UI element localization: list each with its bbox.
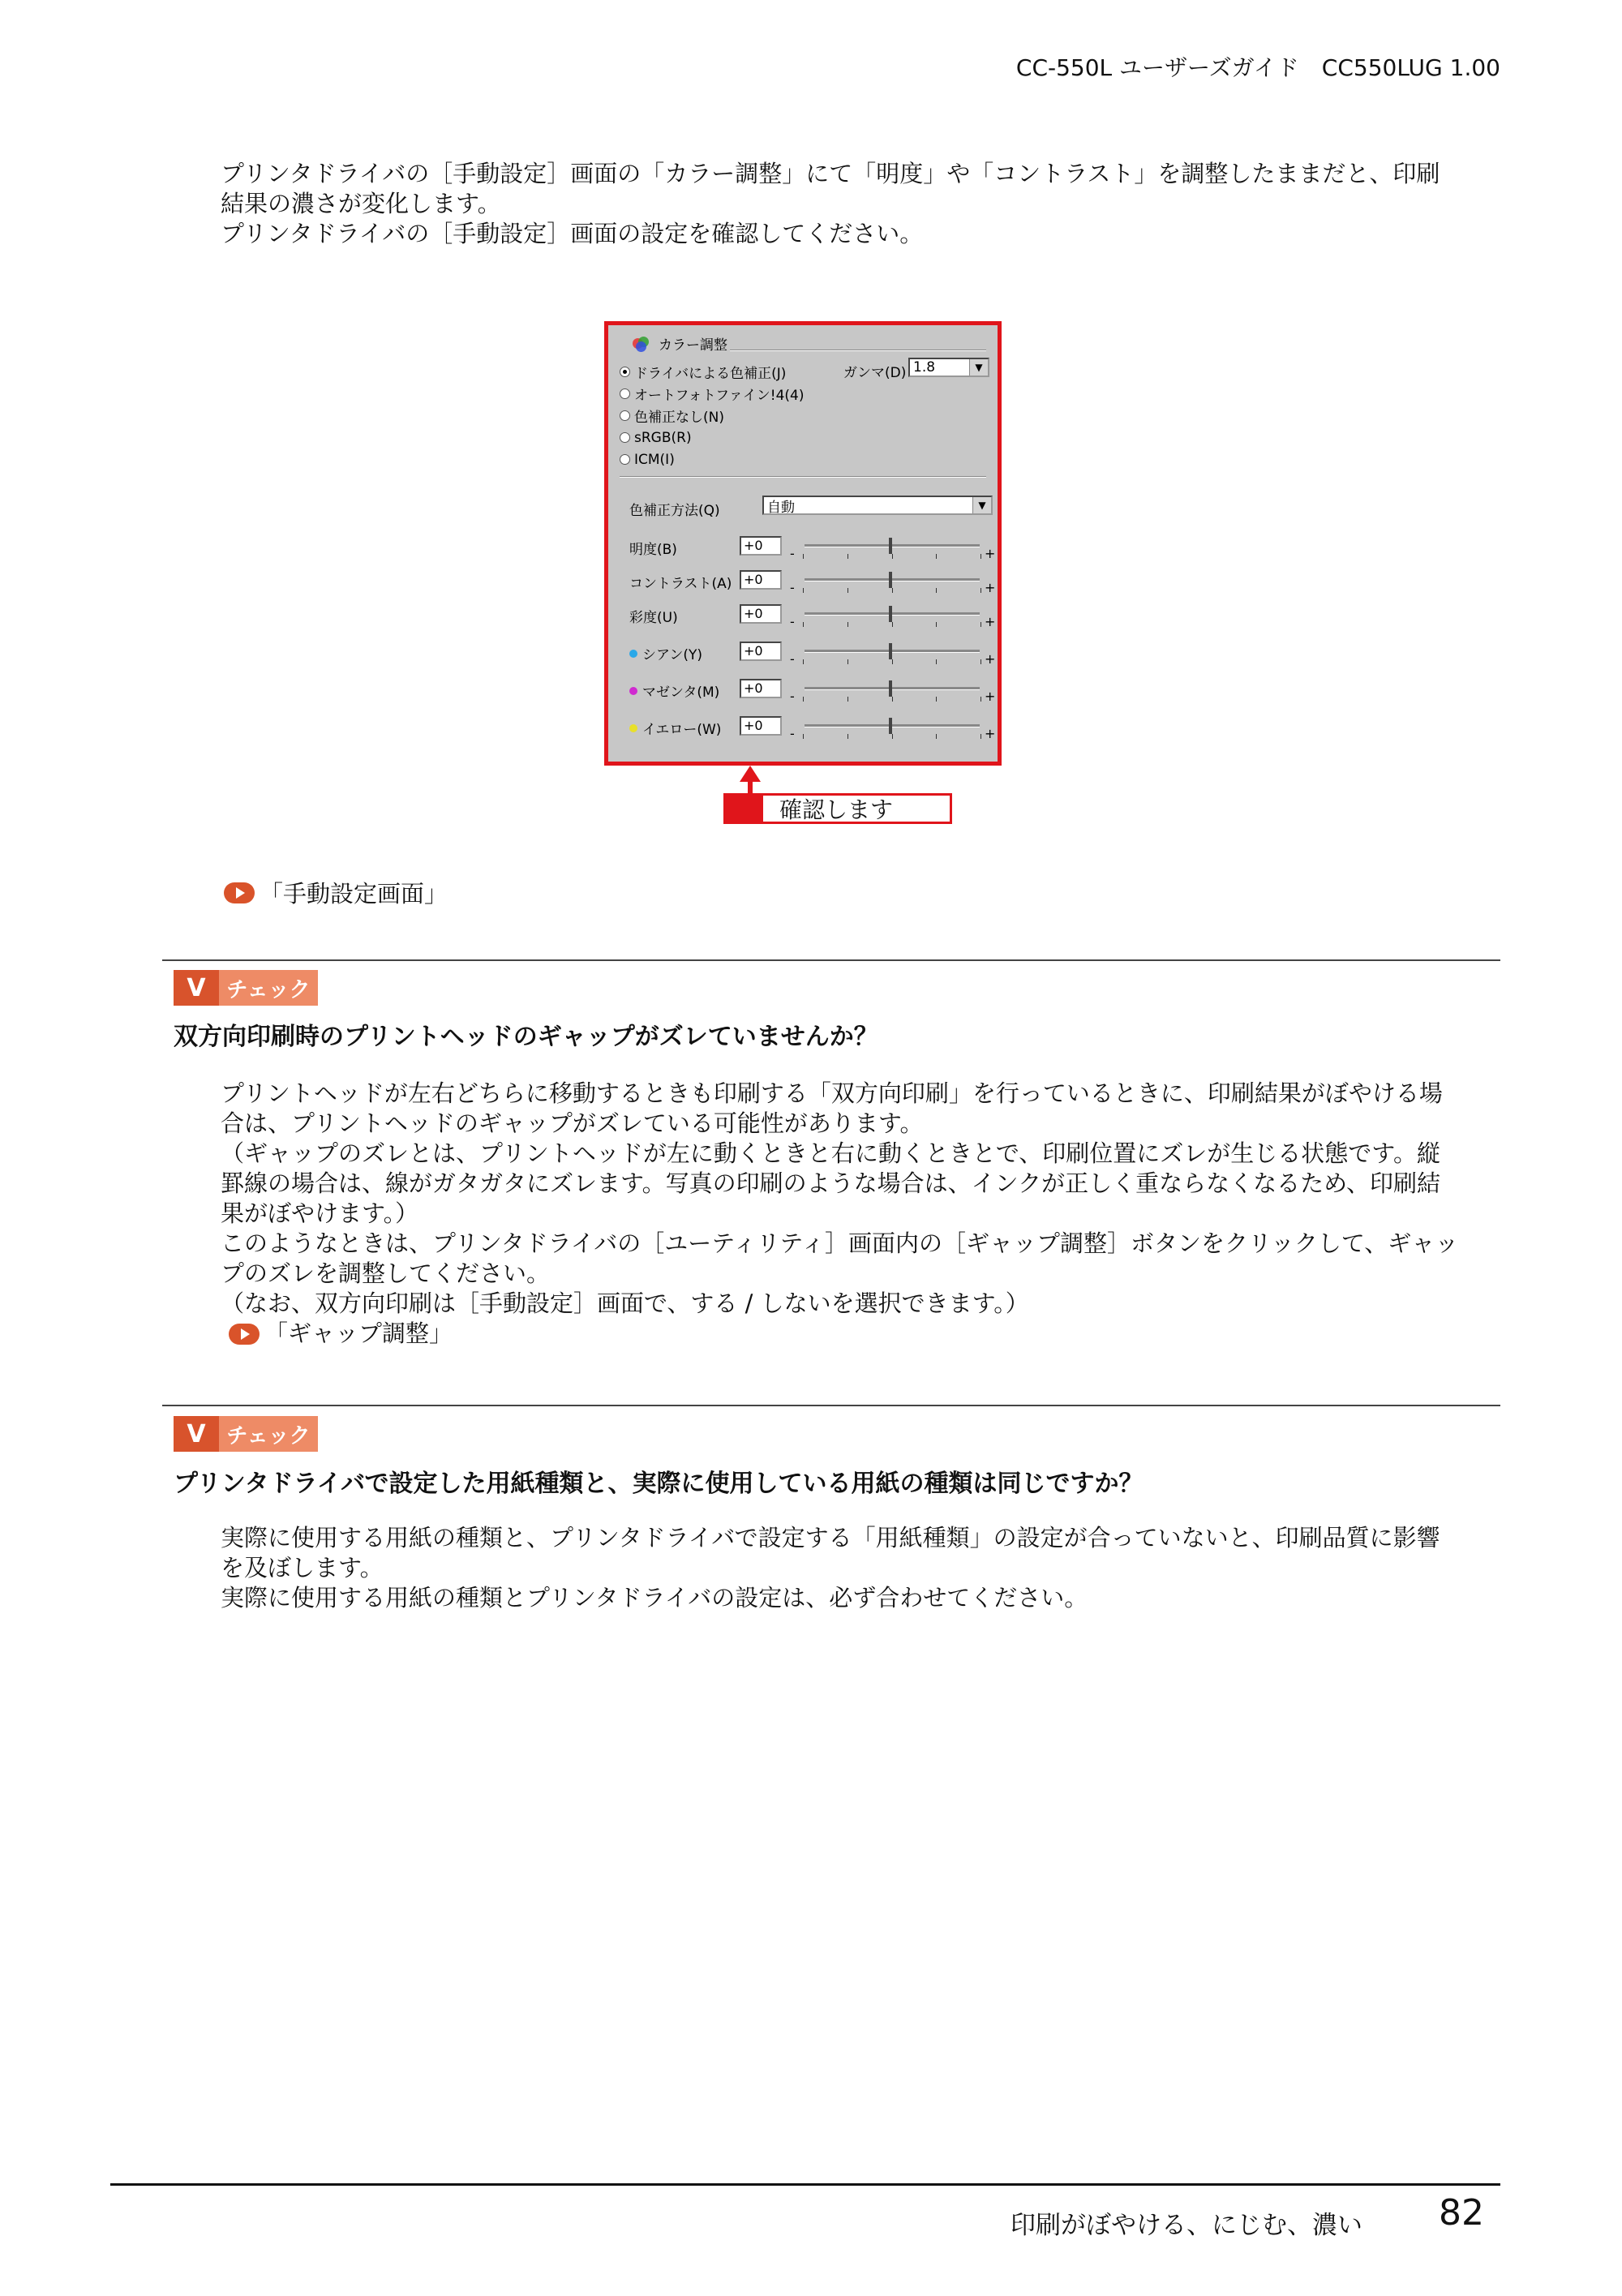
- slider-ticks: [803, 588, 981, 593]
- slider-thumb[interactable]: [889, 680, 892, 697]
- method-value: 自動: [767, 499, 795, 516]
- slider-label: イエロー(W): [642, 722, 722, 738]
- slider-ticks: [803, 622, 981, 627]
- slider-label: マゼンタ(M): [642, 685, 720, 701]
- slider-ticks: [803, 659, 981, 664]
- check-mark-icon: V: [174, 970, 219, 1006]
- radio-auto-photo-fine[interactable]: [620, 383, 805, 405]
- cyan-input[interactable]: +0: [740, 642, 782, 661]
- slider-label: 彩度(U): [629, 610, 678, 626]
- chevron-down-icon: ▼: [969, 359, 988, 376]
- plus-sign: +: [985, 651, 996, 667]
- slider-track[interactable]: [805, 578, 980, 582]
- radio-selected-icon: [620, 367, 630, 377]
- link-gap-adjust[interactable]: [229, 1319, 1502, 1349]
- callout-marker: [726, 796, 763, 822]
- check2-line: 実際に使用する用紙の種類とプリンタドライバの設定は、必ず合わせてください。: [221, 1584, 1088, 1611]
- minus-sign: -: [790, 580, 795, 595]
- radio-label: ICM(I): [634, 451, 675, 468]
- dialog-title-row: [633, 333, 727, 354]
- plus-sign: +: [985, 580, 996, 595]
- check1-paragraph: [221, 1079, 1502, 1349]
- intro-line: プリンタドライバの［手動設定］画面の設定を確認してください。: [221, 220, 924, 247]
- radio-driver-correction[interactable]: [620, 361, 805, 383]
- chevron-down-icon: ▼: [972, 497, 991, 513]
- plus-sign: +: [985, 689, 996, 704]
- minus-sign: -: [790, 546, 795, 561]
- slider-thumb[interactable]: [889, 572, 892, 588]
- up-arrow-icon: [740, 766, 761, 782]
- minus-sign: -: [790, 651, 795, 667]
- check2-line: を及ぼします。: [221, 1554, 384, 1581]
- check1-line: （なお、双方向印刷は［手動設定］画面で、する / しないを選択できます。）: [221, 1290, 1029, 1317]
- link-text: 「手動設定画面」: [260, 880, 448, 908]
- rgb-circles-icon: [633, 337, 654, 351]
- radio-label: ドライバによる色補正(J): [634, 366, 787, 382]
- footer-title: 印刷がぼやける、にじむ、濃い: [1011, 2211, 1362, 2240]
- radio-label: オートフォトファイン!4(4): [634, 388, 805, 404]
- radio-no-correction[interactable]: [620, 405, 805, 427]
- link-manual-settings[interactable]: [224, 876, 448, 909]
- check1-line: （ギャップのズレとは、プリントヘッドが左に動くときと右に動くときとで、印刷位置にズレが生じる状態です。縦: [221, 1139, 1440, 1167]
- intro-line: プリンタドライバの［手動設定］画面の「カラー調整」にて「明度」や「コントラスト」を調整したままだと、印刷: [221, 160, 1440, 187]
- confirm-callout: [723, 793, 952, 824]
- radio-srgb[interactable]: [620, 427, 805, 448]
- slider-magenta: [629, 677, 996, 710]
- play-arrow-icon: [224, 882, 255, 903]
- slider-brightness: [629, 534, 996, 567]
- radio-icm[interactable]: [620, 448, 805, 470]
- dialog-title: カラー調整: [659, 337, 727, 354]
- slider-label: 明度(B): [629, 542, 677, 558]
- check2-line: 実際に使用する用紙の種類と、プリンタドライバで設定する「用紙種類」の設定が合っていないと、印刷品質に影響: [221, 1524, 1440, 1551]
- page-number: 82: [1439, 2192, 1484, 2234]
- yellow-input[interactable]: +0: [740, 716, 782, 736]
- method-select[interactable]: [762, 496, 993, 515]
- slider-thumb[interactable]: [889, 538, 892, 554]
- slider-label: シアン(Y): [642, 647, 702, 663]
- contrast-input[interactable]: +0: [740, 570, 782, 590]
- check1-line: このようなときは、プリンタドライバの［ユーティリティ］画面内の［ギャップ調整］ボタンをクリックして、ギャッ: [221, 1230, 1459, 1257]
- slider-track[interactable]: [805, 724, 980, 727]
- check2-question: プリンタドライバで設定した用紙種類と、実際に使用している用紙の種類は同じですか？: [174, 1470, 1144, 1498]
- check1-line: 合は、プリントヘッドのギャップがズレている可能性があります。: [221, 1109, 924, 1137]
- gamma-value: 1.8: [913, 359, 936, 376]
- check1-line: 果がぼやけます。）: [221, 1199, 419, 1227]
- minus-sign: -: [790, 689, 795, 704]
- check-badge-label: チェック: [219, 1416, 318, 1452]
- radio-icon: [620, 432, 630, 443]
- magenta-input[interactable]: +0: [740, 679, 782, 698]
- slider-ticks: [803, 697, 981, 702]
- plus-sign: +: [985, 546, 996, 561]
- header-title: CC-550L ユーザーズガイド CC550LUG 1.00: [1015, 54, 1500, 81]
- slider-cyan: [629, 640, 996, 672]
- saturation-input[interactable]: +0: [740, 604, 782, 624]
- yellow-dot-icon: [629, 724, 637, 732]
- minus-sign: -: [790, 726, 795, 741]
- radio-icon: [620, 410, 630, 421]
- check2-paragraph: [221, 1523, 1502, 1613]
- slider-ticks: [803, 734, 981, 739]
- magenta-dot-icon: [629, 687, 637, 695]
- slider-thumb[interactable]: [889, 643, 892, 659]
- plus-sign: +: [985, 614, 996, 629]
- slider-thumb[interactable]: [889, 606, 892, 622]
- check1-question: 双方向印刷時のプリントヘッドのギャップがズレていませんか？: [174, 1023, 878, 1051]
- color-adjust-dialog: [604, 321, 1002, 766]
- radio-icon: [620, 454, 630, 465]
- slider-track[interactable]: [805, 612, 980, 616]
- check1-line: プリントヘッドが左右どちらに移動するときも印刷する「双方向印刷」を行っているときに、印刷結果がぼやける場: [221, 1079, 1443, 1107]
- radio-label: 色補正なし(N): [634, 410, 724, 426]
- play-arrow-icon: [229, 1324, 260, 1345]
- check-badge: [174, 1416, 318, 1452]
- slider-contrast: [629, 569, 996, 601]
- slider-thumb[interactable]: [889, 718, 892, 734]
- plus-sign: +: [985, 726, 996, 741]
- slider-track[interactable]: [805, 650, 980, 653]
- check-mark-icon: V: [174, 1416, 219, 1452]
- intro-paragraph: [221, 159, 1502, 249]
- slider-track[interactable]: [805, 544, 980, 547]
- method-label: 色補正方法(Q): [629, 503, 720, 519]
- brightness-input[interactable]: +0: [740, 536, 782, 556]
- radio-group: [620, 361, 805, 470]
- title-separator: [730, 350, 986, 351]
- section-divider: [162, 959, 1500, 961]
- footer-divider: [110, 2183, 1500, 2186]
- slider-label: コントラスト(A): [629, 576, 732, 592]
- link-text: 「ギャップ調整」: [264, 1320, 453, 1347]
- confirm-label: 確認します: [779, 796, 894, 823]
- check-badge-label: チェック: [219, 970, 318, 1006]
- slider-track[interactable]: [805, 687, 980, 690]
- check-badge: [174, 970, 318, 1006]
- gamma-label: ガンマ(D): [843, 365, 907, 381]
- radio-label: sRGB(R): [634, 429, 692, 446]
- section-divider: [162, 1405, 1500, 1406]
- intro-line: 結果の濃さが変化します。: [221, 190, 501, 217]
- gamma-select[interactable]: [908, 358, 989, 377]
- check1-line: 罫線の場合は、線がガタガタにズレます。写真の印刷のような場合は、インクが正しく重ならなくなるため、印刷結: [221, 1169, 1440, 1197]
- slider-ticks: [803, 554, 981, 559]
- slider-yellow: [629, 715, 996, 747]
- check1-line: プのズレを調整してください。: [221, 1260, 551, 1287]
- slider-saturation: [629, 603, 996, 635]
- radio-icon: [620, 388, 630, 399]
- minus-sign: -: [790, 614, 795, 629]
- section-separator: [620, 476, 986, 478]
- cyan-dot-icon: [629, 650, 637, 658]
